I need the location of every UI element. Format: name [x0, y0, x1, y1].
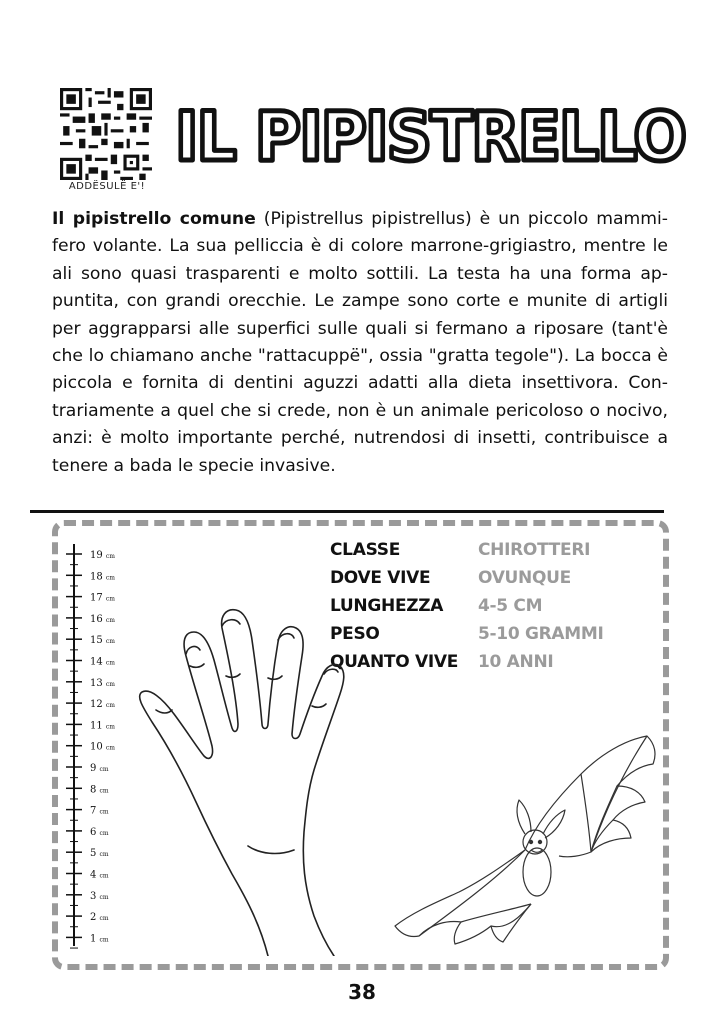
ruler-label: 15 cm — [90, 635, 115, 647]
height-ruler — [60, 536, 120, 956]
ruler-label: 12 cm — [90, 699, 115, 711]
ruler-label: 4 cm — [90, 869, 109, 881]
fact-label: PESO — [330, 624, 380, 644]
ruler-label: 18 cm — [90, 571, 115, 583]
hand-illustration — [128, 606, 428, 956]
fact-value: CHIROTTERI — [478, 540, 591, 560]
fact-row — [330, 536, 630, 564]
fact-label: DOVE VIVE — [330, 568, 431, 588]
ruler-label: 8 cm — [90, 784, 109, 796]
intro-paragraph — [52, 206, 668, 480]
ruler-label: 14 cm — [90, 656, 115, 668]
page-title — [170, 86, 690, 186]
fact-value: 10 ANNI — [478, 652, 554, 672]
bat-illustration — [385, 730, 665, 945]
fact-value: 5-10 GRAMMI — [478, 624, 604, 644]
fact-row — [330, 564, 630, 592]
intro-body: (Pipistrellus pipistrellus) è un piccolo mammi-fero volante. La sua pelliccia è di colore marrone-grigiastro, mentre le ali sono quasi trasparenti e molto sottili. La testa ha una forma ap-puntita, con grandi orecchie. Le zampe sono corte e munite di artigli per aggrapparsi alle superfici sulle quali si fermano a riposare (tant'è che lo chiamano anche "rattacuppë", ossia "gratta tegole"). La bocca è piccola e fornita di dentini aguzzi adatti alla dieta insettivora. Con-trariamente a quel che si crede, non è un animale pericoloso o nocivo, anzi: è molto importante perché, nutrendosi di insetti, contribuisce a tenere a bada le specie invasive. — [52, 209, 668, 476]
ruler-label: 9 cm — [90, 763, 109, 774]
ruler-label: 13 cm — [90, 677, 115, 689]
fact-value: OVUNQUE — [478, 568, 571, 588]
qr-caption: ADDËSULË E'! — [68, 181, 146, 192]
qr-code-icon[interactable] — [60, 88, 152, 180]
page-number: 38 — [348, 980, 376, 1004]
page-title-text: IL PIPISTRELLO — [175, 98, 685, 177]
ruler-label: 5 cm — [90, 848, 109, 860]
fact-label: LUNGHEZZA — [330, 596, 444, 616]
fact-label: QUANTO VIVE — [330, 652, 459, 672]
ruler-label: 19 cm — [90, 550, 115, 561]
ruler-label: 7 cm — [90, 805, 109, 817]
ruler-label: 17 cm — [90, 592, 115, 604]
ruler-label: 6 cm — [90, 826, 109, 838]
fact-label: CLASSE — [330, 540, 401, 560]
ruler-label: 16 cm — [90, 613, 115, 625]
ruler-label: 3 cm — [90, 890, 109, 902]
divider — [30, 510, 664, 513]
ruler-label: 1 cm — [90, 933, 109, 945]
intro-lead: Il pipistrello comune — [52, 209, 256, 229]
ruler-label: 10 cm — [90, 741, 115, 753]
fact-value: 4-5 CM — [478, 596, 543, 616]
ruler-label: 2 cm — [90, 912, 109, 924]
ruler-label: 11 cm — [90, 720, 115, 732]
